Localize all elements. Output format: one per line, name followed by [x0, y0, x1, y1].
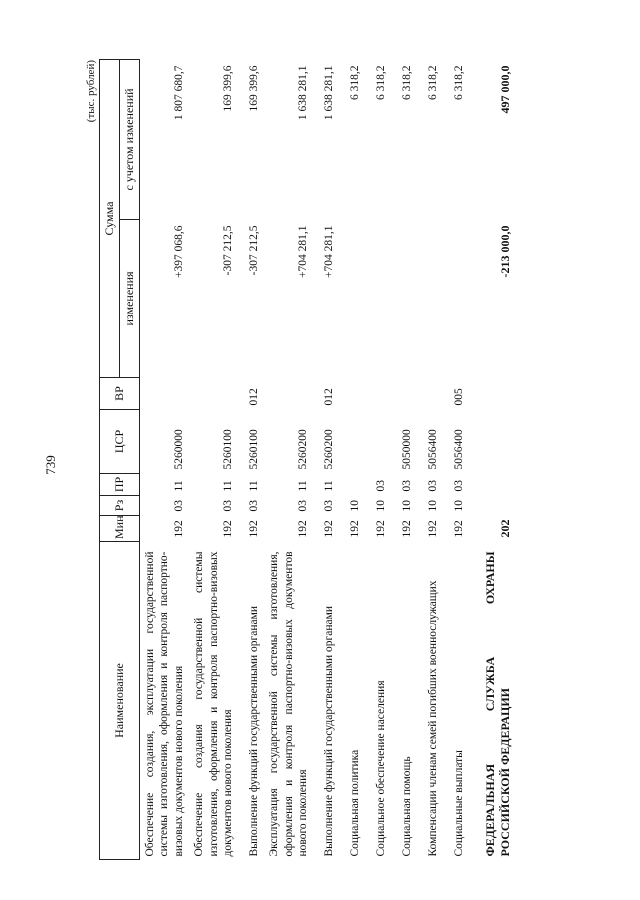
row-change: -307 212,5 [221, 225, 234, 276]
header-csr: ЦСР [100, 410, 140, 474]
row-total: 6 318,2 [427, 65, 439, 100]
row-total: 1 638 281,1 [297, 65, 309, 121]
row-name: Выполнение функций государственными органами [247, 605, 260, 857]
row-rz: 10 [375, 500, 387, 512]
row-rz: 10 [401, 500, 413, 512]
table-row [417, 59, 443, 859]
row-vr [417, 378, 443, 410]
row-csr: 5260200 [323, 429, 335, 470]
row-min: 192 [453, 520, 465, 538]
row-pr: 11 [323, 480, 335, 492]
row-pr: 03 [427, 480, 439, 492]
row-min: 192 [221, 520, 234, 538]
row-vr [189, 378, 238, 410]
agency-total-row [469, 59, 516, 859]
row-change: +704 281,1 [323, 225, 335, 278]
header-rz: Рз [100, 496, 140, 516]
agency-min: 202 [498, 519, 513, 538]
row-name: Социальные выплаты [453, 750, 465, 857]
row-total: 6 318,2 [349, 65, 361, 100]
row-total: 1 807 680,7 [172, 65, 185, 121]
row-name: Обеспечение создания, эксплуатации государственной системы изготовления, оформления и контроля паспортно-визовых документов нового поколения [144, 551, 185, 857]
agency-change: -213 000,0 [498, 225, 513, 278]
row-change: +704 281,1 [297, 225, 309, 278]
row-total: 6 318,2 [375, 65, 387, 100]
row-min: 192 [247, 520, 260, 538]
agency-name [469, 542, 516, 860]
table-row [339, 59, 365, 859]
header-change: изменения [120, 220, 140, 378]
row-csr: 5260100 [221, 429, 234, 470]
header-min: Мин [100, 516, 140, 542]
row-name: Социальная помощь [401, 756, 413, 857]
row-min: 192 [323, 520, 335, 538]
row-change [339, 220, 365, 378]
row-change: -307 212,5 [247, 225, 260, 276]
row-vr [264, 378, 313, 410]
row-csr: 5056400 [453, 429, 465, 470]
budget-table [99, 59, 516, 860]
row-name: Социальное обеспечение населения [375, 680, 387, 857]
agency-name-word2: СЛУЖБА [483, 656, 498, 712]
row-pr: 11 [172, 480, 185, 492]
row-min: 192 [297, 520, 309, 538]
row-rz: 03 [221, 500, 234, 512]
row-csr: 5050000 [401, 429, 413, 470]
row-vr: 005 [453, 388, 465, 406]
table-row [313, 59, 339, 859]
row-pr: 03 [401, 480, 413, 492]
header-name: Наименование [100, 542, 140, 860]
row-change [417, 220, 443, 378]
row-csr [365, 410, 391, 474]
table-row [238, 59, 264, 859]
row-total: 169 399,6 [221, 65, 234, 112]
row-total: 169 399,6 [247, 65, 260, 112]
row-total: 1 638 281,1 [323, 65, 335, 121]
row-change [365, 220, 391, 378]
row-change [391, 220, 417, 378]
page-number: 739 [43, 455, 58, 475]
row-pr: 03 [375, 480, 387, 492]
row-min: 192 [427, 520, 439, 538]
agency-name-word3: ОХРАНЫ [483, 551, 498, 605]
row-total: 6 318,2 [453, 65, 465, 100]
row-vr: 012 [247, 388, 260, 406]
header-with-change: с учетом изменений [120, 59, 140, 219]
row-vr [391, 378, 417, 410]
row-pr: 03 [453, 480, 465, 492]
agency-name-line2: РОССИЙСКОЙ ФЕДЕРАЦИИ [498, 687, 513, 857]
agency-total: 497 000,0 [498, 65, 513, 114]
row-rz: 03 [247, 500, 260, 512]
row-name: Социальная политика [349, 749, 361, 857]
row-pr: 11 [221, 480, 234, 492]
row-rz: 03 [172, 500, 185, 512]
header-vr: ВР [100, 378, 140, 410]
row-csr: 5260200 [297, 429, 309, 470]
row-pr: 11 [297, 480, 309, 492]
row-min: 192 [172, 520, 185, 538]
row-name: Компенсации членам семей погибших военнослужащих [427, 580, 439, 857]
row-csr [339, 410, 365, 474]
header-pr: ПР [100, 474, 140, 496]
row-pr: 11 [247, 480, 260, 492]
row-csr: 5260000 [172, 429, 185, 470]
row-pr [339, 474, 365, 496]
row-vr [140, 378, 190, 410]
row-csr: 5260100 [247, 429, 260, 470]
row-csr: 5056400 [427, 429, 439, 470]
row-rz: 10 [453, 500, 465, 512]
row-min: 192 [349, 520, 361, 538]
table-row [189, 59, 238, 859]
agency-name-line1 [483, 552, 498, 857]
table-row [391, 59, 417, 859]
table-row [443, 59, 469, 859]
row-vr: 012 [323, 388, 335, 406]
row-vr [339, 378, 365, 410]
row-total: 6 318,2 [401, 65, 413, 100]
rotated-page [85, 60, 640, 860]
row-vr [365, 378, 391, 410]
row-min: 192 [375, 520, 387, 538]
row-rz: 03 [323, 500, 335, 512]
agency-name-word1: ФЕДЕРАЛЬНАЯ [483, 763, 498, 857]
row-change: +397 068,6 [172, 225, 185, 278]
row-rz: 10 [349, 500, 361, 512]
units-label: (тыс. рублей) [85, 60, 97, 123]
row-change [443, 220, 469, 378]
table-row [365, 59, 391, 859]
row-name: Обеспечение создания государственной системы изготовления, оформления и контроля паспортно-визовых документов нового поколения [193, 551, 234, 857]
header-sum: Сумма [100, 59, 120, 377]
row-rz: 10 [427, 500, 439, 512]
table-row [140, 59, 190, 859]
row-rz: 03 [297, 500, 309, 512]
row-name: Эксплуатация государственной системы изготовления, оформления и контроля паспортно-визовых документов нового поколения [268, 551, 309, 857]
table-row [264, 59, 313, 859]
row-name: Выполнение функций государственными органами [323, 605, 335, 857]
row-min: 192 [401, 520, 413, 538]
